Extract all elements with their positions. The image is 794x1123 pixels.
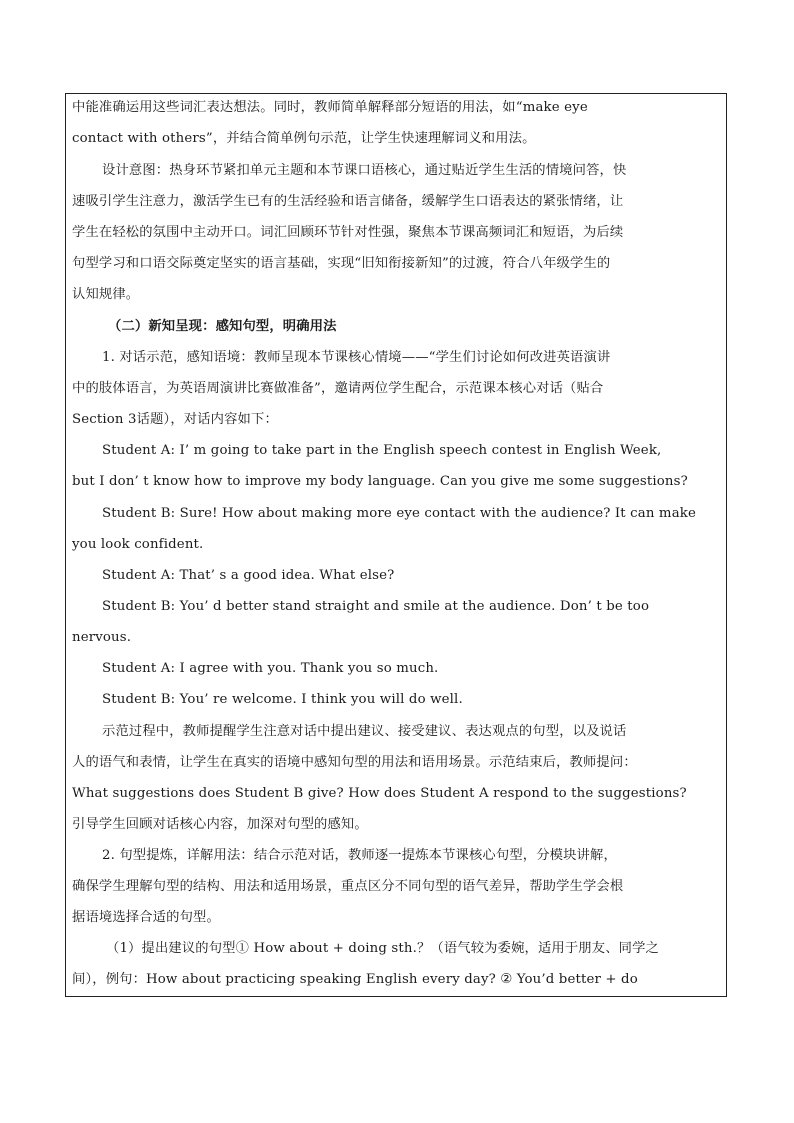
text-line: 中的肢体语言，为英语周演讲比赛做准备”，邀请两位学生配合，示范课本核心对话（贴合 bbox=[72, 381, 604, 396]
text-line: 中能准确运用这些词汇表达想法。同时，教师简单解释部分短语的用法，如“make eye bbox=[72, 100, 588, 115]
text-line: What suggestions does Student B give? How does Student A respond to the suggestions? bbox=[72, 786, 687, 801]
text-line: 示范过程中，教师提醒学生注意对话中提出建议、接受建议、表达观点的句型，以及说话 bbox=[102, 724, 627, 739]
text-line: 1. 对话示范，感知语境：教师呈现本节课核心情境——“学生们讨论如何改进英语演讲 bbox=[102, 350, 611, 365]
text-line: Section 3话题），对话内容如下： bbox=[72, 412, 278, 427]
text-line: 引导学生回顾对话核心内容，加深对句型的感知。 bbox=[72, 817, 368, 832]
text-line: 学生在轻松的氛围中主动开口。词汇回顾环节针对性强，聚焦本节课高频词汇和短语，为后续 bbox=[72, 225, 624, 240]
text-line: 2. 句型提炼，详解用法：结合示范对话，教师逐一提炼本节课核心句型，分模块讲解， bbox=[102, 848, 617, 863]
text-line: 人的语气和表情，让学生在真实的语境中感知句型的用法和语用场景。示范结束后，教师提问： bbox=[72, 755, 637, 770]
dialogue-line: Student B: Sure! How about making more eye contact with the audience? It can make bbox=[102, 506, 696, 521]
text-line: 句型学习和口语交际奠定坚实的语言基础，实现“旧知衔接新知”的过渡，符合八年级学生的 bbox=[72, 256, 611, 271]
text-line: 认知规律。 bbox=[72, 287, 140, 302]
text-line: 据语境选择合适的句型。 bbox=[72, 910, 220, 925]
section-heading: （二）新知呈现：感知句型，明确用法 bbox=[108, 319, 337, 334]
text-line: （1）提出建议的句型① How about + doing sth.？（语气较为委婉，适用于朋友、同学之 bbox=[106, 941, 659, 956]
dialogue-line: Student A: That’ s a good idea. What else? bbox=[102, 568, 395, 583]
text-line: 速吸引学生注意力，激活学生已有的生活经验和语言储备，缓解学生口语表达的紧张情绪，让 bbox=[72, 194, 624, 209]
dialogue-line: Student B: You’ re welcome. I think you will do well. bbox=[102, 692, 463, 707]
design-intent-paragraph: 设计意图：热身环节紧扣单元主题和本节课口语核心，通过贴近学生生活的情境问答，快 bbox=[102, 163, 627, 178]
text-line: contact with others”，并结合简单例句示范，让学生快速理解词义和用法。 bbox=[72, 131, 536, 146]
dialogue-line: you look confident. bbox=[72, 537, 204, 552]
dialogue-line: Student A: I’ m going to take part in the English speech contest in English Week, bbox=[102, 443, 662, 458]
text-line: 确保学生理解句型的结构、用法和适用场景，重点区分不同句型的语气差异，帮助学生学会根 bbox=[72, 879, 624, 894]
dialogue-line: Student B: You’ d better stand straight and smile at the audience. Don’ t be too bbox=[102, 599, 650, 614]
dialogue-line: but I don’ t know how to improve my body language. Can you give me some suggestions? bbox=[72, 474, 688, 489]
text-line: 间），例句：How about practicing speaking English every day? ② You’d better + do bbox=[72, 972, 638, 987]
dialogue-line: nervous. bbox=[72, 630, 132, 645]
dialogue-line: Student A: I agree with you. Thank you so much. bbox=[102, 661, 439, 676]
